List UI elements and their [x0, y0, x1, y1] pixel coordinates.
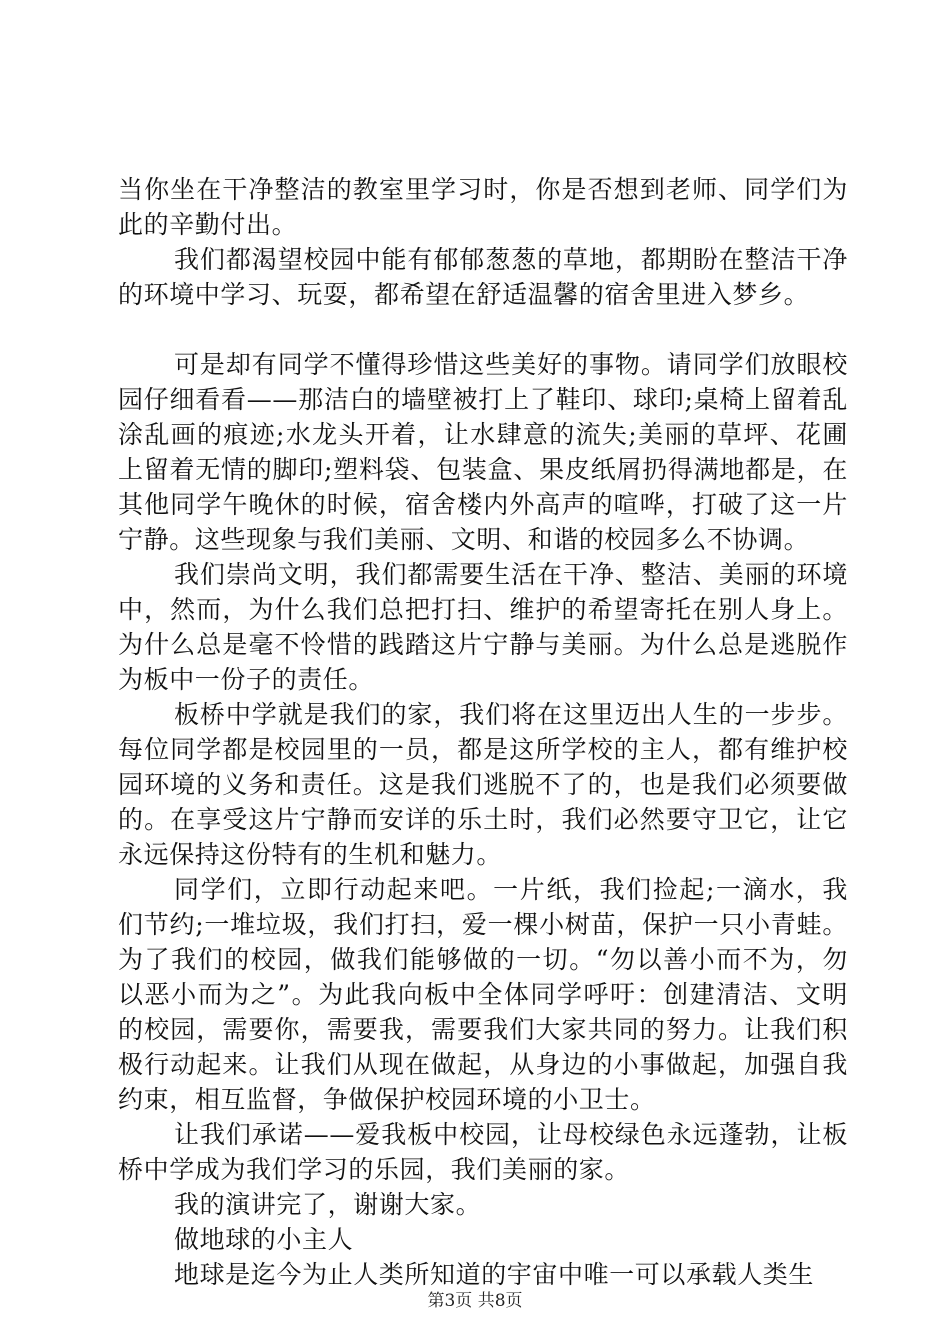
page-footer: 第3页 共8页	[427, 1291, 523, 1311]
paragraph-3: 可是却有同学不懂得珍惜这些美好的事物。请同学们放眼校园仔细看看——那洁白的墙壁被打上了鞋印、球印;桌椅上留着乱涂乱画的痕迹;水龙头开着，让水肆意的流失;美丽的草坪、花圃上留着无情的脚印;塑料袋、包装盒、果皮纸屑扔得满地都是，在其他同学午晚休的时候，宿舍楼内外高声的喧哗，打破了这一片宁静。这些现象与我们美丽、文明、和谐的校园多么不协调。	[118, 350, 848, 554]
paragraph-5: 板桥中学就是我们的家，我们将在这里迈出人生的一步步。每位同学都是校园里的一员，都是这所学校的主人，都有维护校园环境的义务和责任。这是我们逃脱不了的，也是我们必须要做的。在享受这片宁静而安详的乐土时，我们必然要守卫它，让它永远保持这份特有的生机和魅力。	[118, 700, 848, 869]
paragraph-6: 同学们，立即行动起来吧。一片纸，我们捡起;一滴水，我们节约;一堆垃圾，我们打扫，爱一棵小树苗，保护一只小青蛙。为了我们的校园，做我们能够做的一切。“勿以善小而不为，勿以恶小而为之”。为此我向板中全体同学呼吁：创建清洁、文明的校园，需要你，需要我，需要我们大家共同的努力。让我们积极行动起来。让我们从现在做起，从身边的小事做起，加强自我约束，相互监督，争做保护校园环境的小卫士。	[118, 875, 848, 1114]
paragraph-1: 当你坐在干净整洁的教室里学习时，你是否想到老师、同学们为此的辛勤付出。	[118, 175, 848, 239]
paragraph-8: 我的演讲完了，谢谢大家。	[174, 1190, 482, 1219]
paragraph-7: 让我们承诺——爱我板中校园，让母校绿色永远蓬勃，让板桥中学成为我们学习的乐园，我们美丽的家。	[118, 1120, 848, 1184]
paragraph-4: 我们崇尚文明，我们都需要生活在干净、整洁、美丽的环境中，然而，为什么我们总把打扫、维护的希望寄托在别人身上。为什么总是毫不怜惜的践踏这片宁静与美丽。为什么总是逃脱作为板中一份子的责任。	[118, 560, 848, 694]
paragraph-9: 地球是迄今为止人类所知道的宇宙中唯一可以承载人类生	[174, 1260, 815, 1289]
paragraph-2: 我们都渴望校园中能有郁郁葱葱的草地，都期盼在整洁干净的环境中学习、玩耍，都希望在舒适温馨的宿舍里进入梦乡。	[118, 245, 848, 309]
section-heading: 做地球的小主人	[174, 1225, 354, 1254]
body-text	[118, 172, 848, 1292]
